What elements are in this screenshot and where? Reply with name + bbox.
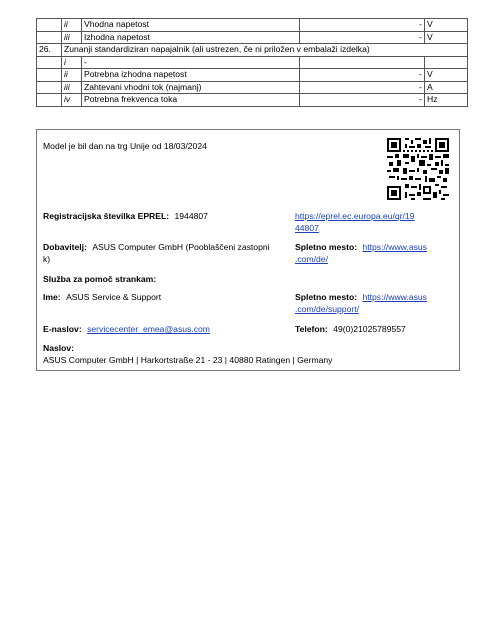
supplier-value-line2: k) xyxy=(43,254,51,264)
service-web-link-line1[interactable]: https://www.asus xyxy=(362,292,427,302)
eprel-value: 1944807 xyxy=(174,211,208,221)
row-sub-index: ii xyxy=(62,69,82,82)
row-number xyxy=(37,56,62,69)
row-description: Izhodna napetost xyxy=(82,31,300,44)
row-section-title: Zunanji standardiziran napajalnik (ali ustrezen, če ni priložen v embalaži izdelka) xyxy=(62,44,468,57)
row-sub-index: iii xyxy=(62,81,82,94)
email-link[interactable]: servicecenter_emea@asus.com xyxy=(87,324,210,334)
supplier-info-box xyxy=(36,129,460,371)
row-sub-index: i xyxy=(62,56,82,69)
row-number xyxy=(37,19,62,32)
supplier-web-block xyxy=(295,241,427,265)
row-value: - xyxy=(300,19,425,32)
web-label: Spletno mesto: xyxy=(295,242,358,252)
table-row xyxy=(37,81,468,94)
email-label: E-naslov: xyxy=(43,324,82,334)
row-unit xyxy=(425,56,468,69)
row-description: Vhodna napetost xyxy=(82,19,300,32)
row-value xyxy=(300,56,425,69)
eprel-link-block xyxy=(295,210,414,234)
web-label: Spletno mesto: xyxy=(295,292,358,302)
row-sub-index: ii xyxy=(62,19,82,32)
supplier-web-link-line1[interactable]: https://www.asus xyxy=(362,242,427,252)
service-web-link-line2[interactable]: .com/de/support/ xyxy=(295,304,360,314)
row-unit: A xyxy=(425,81,468,94)
eprel-link-line1[interactable]: https://eprel.ec.europa.eu/qr/19 xyxy=(295,211,415,221)
row-number xyxy=(37,94,62,107)
row-number: 26. xyxy=(37,44,62,57)
supplier-value-line1: ASUS Computer GmbH (Pooblaščeni zastopni xyxy=(92,242,270,252)
eprel-label: Registracijska številka EPREL: xyxy=(43,211,170,221)
spec-table xyxy=(36,18,468,107)
row-number xyxy=(37,81,62,94)
eprel-link-line2[interactable]: 44807 xyxy=(295,223,319,233)
row-value: - xyxy=(300,31,425,44)
table-row xyxy=(37,56,468,69)
table-row xyxy=(37,44,468,57)
row-number xyxy=(37,69,62,82)
supplier-web-link-line2[interactable]: .com/de/ xyxy=(295,254,328,264)
service-name-row xyxy=(43,291,161,303)
model-date-text: Model je bil dan na trg Unije od 18/03/2024 xyxy=(43,141,207,151)
table-row xyxy=(37,31,468,44)
phone-value: 49(0)21025789557 xyxy=(333,324,406,334)
row-description: - xyxy=(82,56,300,69)
row-value: - xyxy=(300,69,425,82)
row-value: - xyxy=(300,81,425,94)
row-unit: V xyxy=(425,19,468,32)
phone-row xyxy=(295,323,406,335)
name-value: ASUS Service & Support xyxy=(66,292,162,302)
row-description: Potrebna frekvenca toka xyxy=(82,94,300,107)
eprel-row xyxy=(43,210,208,222)
qr-code-icon[interactable] xyxy=(387,138,449,200)
row-unit: V xyxy=(425,31,468,44)
email-row xyxy=(43,323,210,335)
row-description: Potrebna izhodna napetost xyxy=(82,69,300,82)
row-number xyxy=(37,31,62,44)
phone-label: Telefon: xyxy=(295,324,328,334)
row-unit: V xyxy=(425,69,468,82)
supplier-label: Dobavitelj: xyxy=(43,242,87,252)
row-sub-index: iii xyxy=(62,31,82,44)
name-label: Ime: xyxy=(43,292,61,302)
address-value: ASUS Computer GmbH | Harkortstraße 21 - 23 | 40880 Ratingen | Germany xyxy=(43,355,333,365)
row-sub-index: iv xyxy=(62,94,82,107)
row-value: - xyxy=(300,94,425,107)
row-description: Zahtevani vhodni tok (najmanj) xyxy=(82,81,300,94)
supplier-block xyxy=(43,241,288,265)
service-web-block xyxy=(295,291,427,315)
table-row xyxy=(37,69,468,82)
table-row xyxy=(37,94,468,107)
address-label: Naslov: xyxy=(43,343,75,353)
row-unit: Hz xyxy=(425,94,468,107)
service-heading: Služba za pomoč strankam: xyxy=(43,274,157,284)
table-row xyxy=(37,19,468,32)
